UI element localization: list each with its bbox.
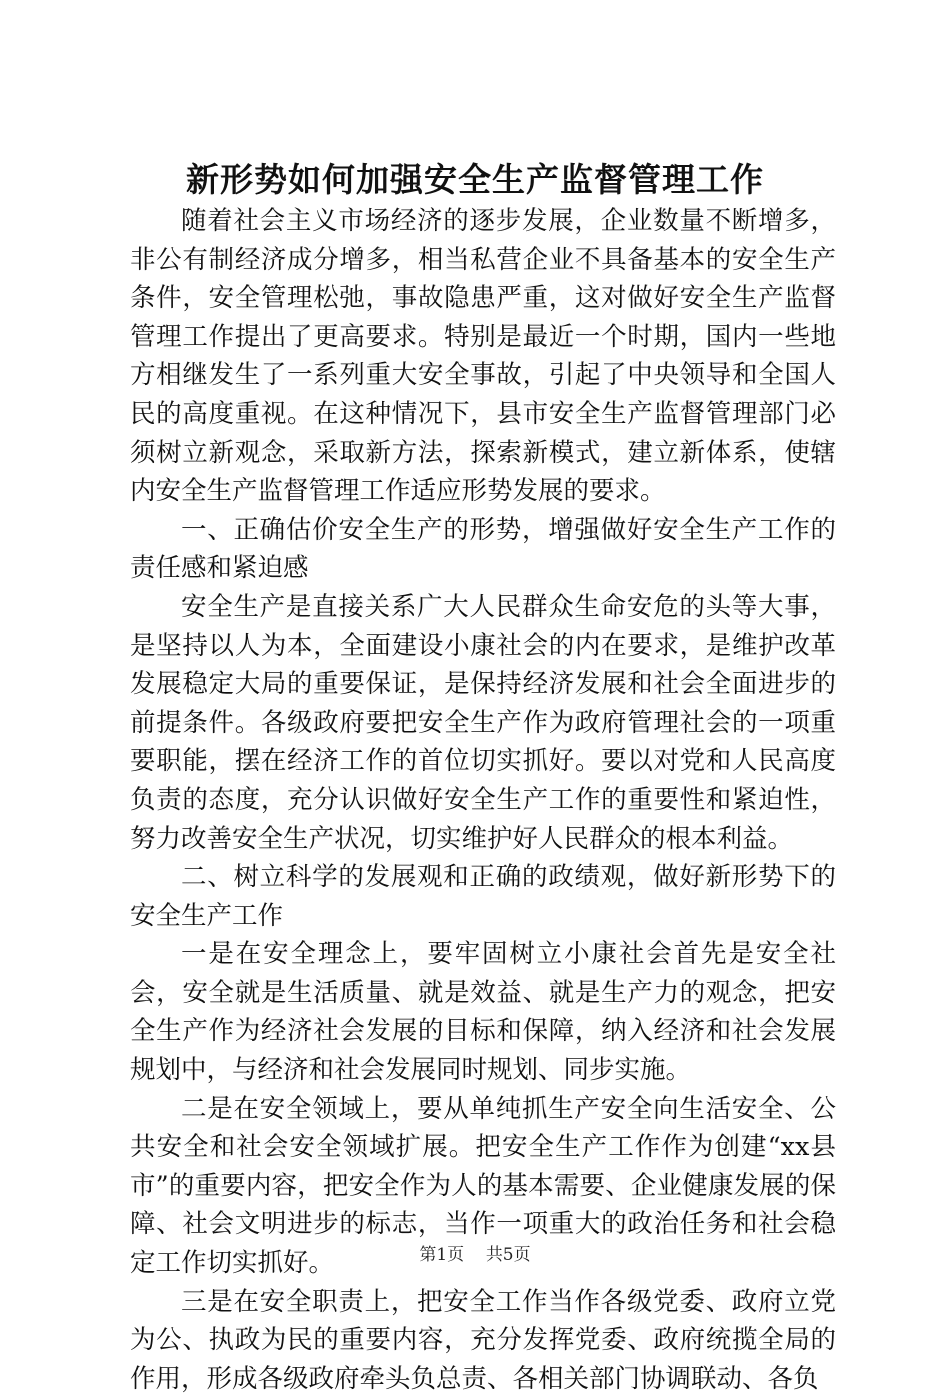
document-body	[130, 202, 836, 1398]
section-heading-2: 二、树立科学的发展观和正确的政绩观，做好新形势下的安全生产工作	[130, 862, 836, 931]
page-number-total: 共5页	[485, 1245, 531, 1265]
section-heading-1: 一、正确估价安全生产的形势，增强做好安全生产工作的责任感和紧迫感	[130, 514, 836, 584]
paragraph-intro: 随着社会主义市场经济的逐步发展，企业数量不断增多，非公有制经济成分增多，相当私营企业不具备基本的安全生产条件，安全管理松弛，事故隐患严重，这对做好安全生产监督管理工作提出了更高要求。特别是最近一个时期，国内一些地方相继发生了一系列重大安全事故，引起了中央领导和全国人民的高度重视。在这种情况下，县市安全生产监督管理部门必须树立新观念，采取新方法，探索新模式，建立新体系，使辖内安全生产监督管理工作适应形势发展的要求。	[130, 206, 836, 507]
page-footer	[0, 1243, 950, 1267]
document-title: 新形势如何加强安全生产监督管理工作	[186, 160, 764, 199]
page-number-current: 第1页	[419, 1245, 465, 1265]
paragraph-section-1: 安全生产是直接关系广大人民群众生命安危的头等大事，是坚持以人为本，全面建设小康社会的内在要求，是维护改革发展稳定大局的重要保证，是保持经济发展和社会全面进步的前提条件。各级政府要把安全生产作为政府管理社会的一项重要职能，摆在经济工作的首位切实抓好。要以对党和人民高度负责的态度，充分认识做好安全生产工作的重要性和紧迫性，努力改善安全生产状况，切实维护好人民群众的根本利益。	[130, 591, 836, 854]
paragraph-point-1: 一是在安全理念上，要牢固树立小康社会首先是安全社会，安全就是生活质量、就是效益、就是生产力的观念，把安全生产作为经济社会发展的目标和保障，纳入经济和社会发展规划中，与经济和社会发展同时规划、同步实施。	[130, 939, 836, 1086]
paragraph-point-3: 三是在安全职责上，把安全工作当作各级党委、政府立党为公、执政为民的重要内容，充分发挥党委、政府统揽全局的作用，形成各级政府牵头负总责、各相关部门协调联动、各负	[130, 1286, 836, 1394]
paragraph-point-2: 二是在安全领域上，要从单纯抓生产安全向生活安全、公共安全和社会安全领域扩展。把安全生产工作作为创建“xx县市”的重要内容，把安全作为人的基本需要、企业健康发展的保障、社会文明进步的标志，当作一项重大的政治任务和社会稳定工作切实抓好。	[130, 1093, 836, 1279]
footer-separator	[470, 1245, 481, 1265]
